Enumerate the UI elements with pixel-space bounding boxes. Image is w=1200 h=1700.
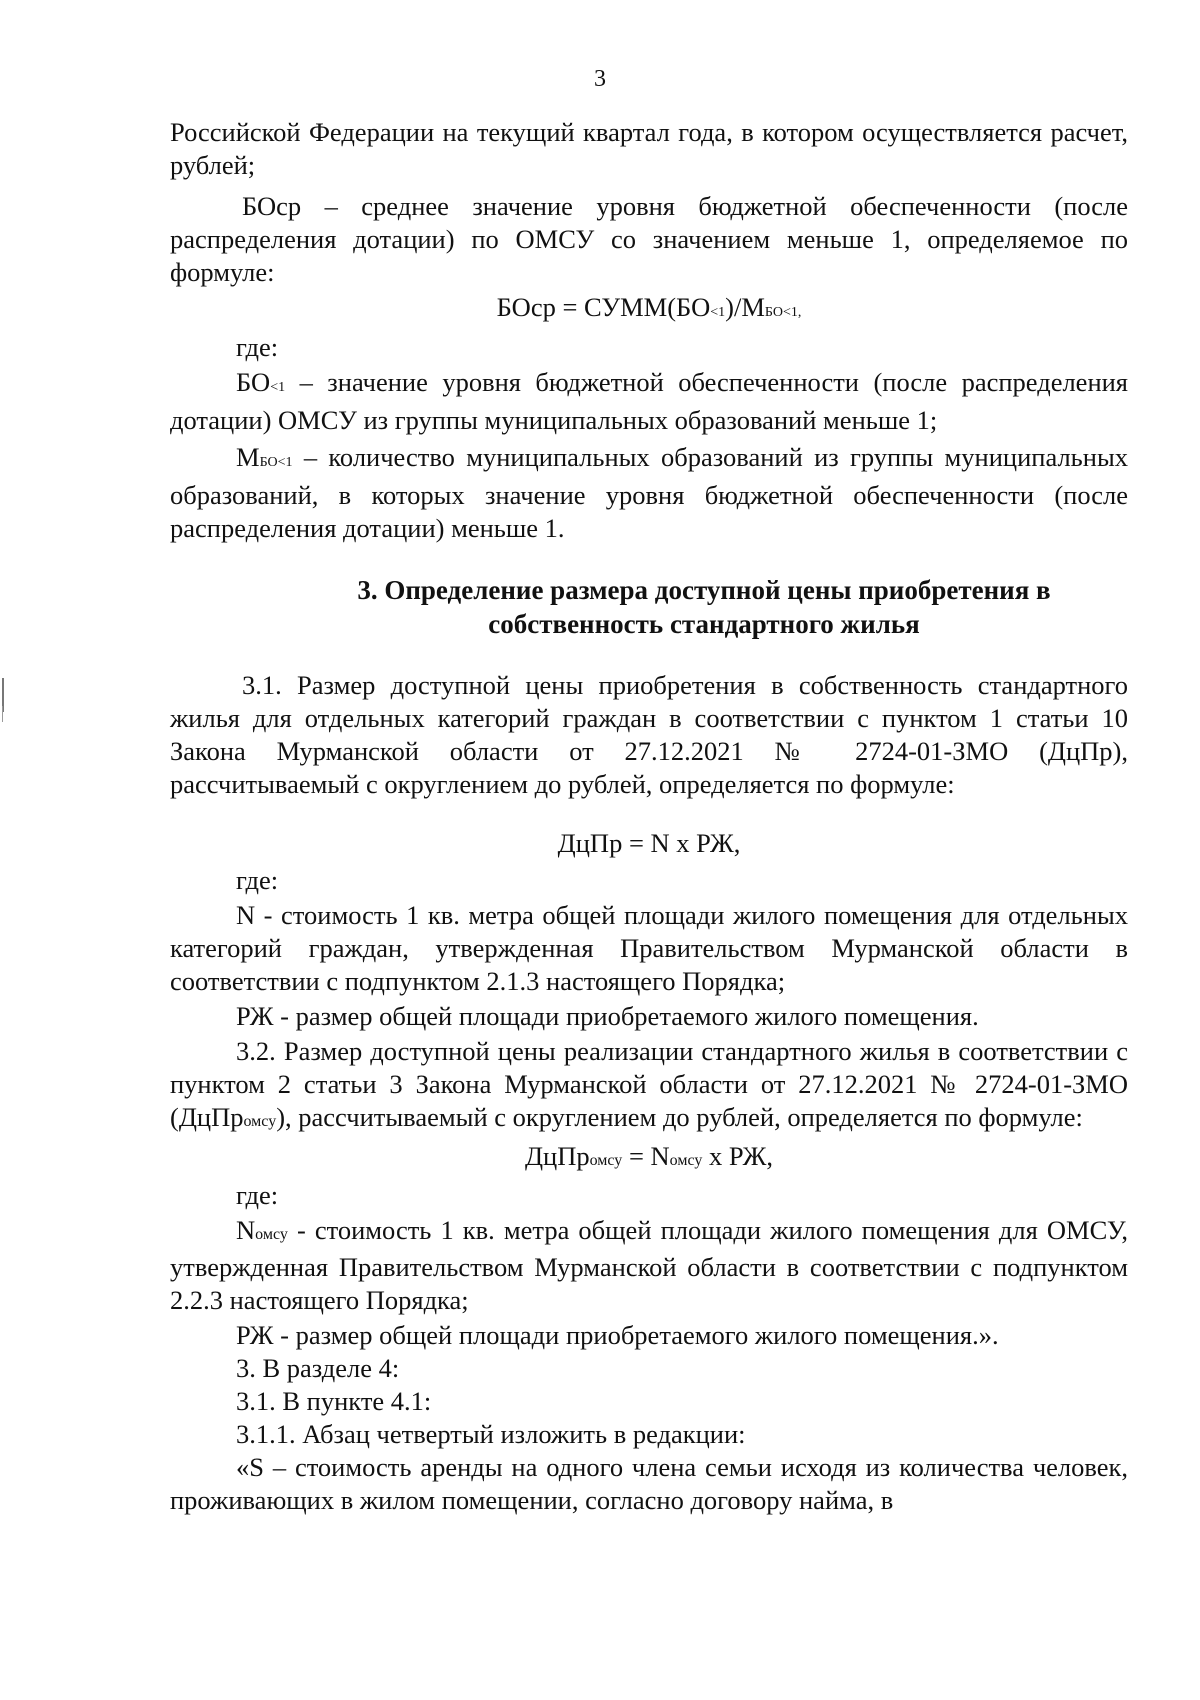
where-label: где: [236, 865, 279, 895]
list-item: 3.1. В пункте 4.1: [236, 1386, 432, 1416]
paragraph-3-1: 3.1. Размер доступной цены приобретения в собственность стандартного жилья для отдельных категорий граждан в соответствии с пунктом 1 статьи 10 Закона Мурманской области от 27.12.2021 № 2724-01-ЗМО (ДцПр), рассчитываемый с округлением до рублей, определяется по формуле: [170, 670, 1128, 799]
definition-rzh: РЖ - размер общей площади приобретаемого жилого помещения.». [236, 1320, 999, 1350]
section-heading: 3. Определение размера доступной цены приобретения в собственность стандартного жилья [357, 575, 1051, 639]
page-number: 3 [594, 66, 606, 92]
list-item: 3.1.1. Абзац четвертый изложить в редакции: [236, 1419, 746, 1449]
paragraph: БОср – среднее значение уровня бюджетной обеспеченности (после распределения дотации) по ОМСУ со значением меньше 1, определяемое по формуле: [170, 191, 1128, 287]
where-label: где: [236, 332, 279, 362]
document-body [170, 116, 1128, 1517]
definition-m: МБО<1 – количество муниципальных образований из группы муниципальных образований, в которых значение уровня бюджетной обеспеченности (после распределения дотации) меньше 1. [170, 442, 1128, 543]
scan-margin-mark [2, 706, 3, 722]
paragraph-3-2: 3.2. Размер доступной цены реализации стандартного жилья в соответствии с пунктом 2 статьи 3 Закона Мурманской области от 27.12.2021 № 2724-01-ЗМО (ДцПромсу), рассчитываемый с округлением до рублей, определяется по формуле: [170, 1036, 1128, 1132]
definition-bo: БО<1 – значение уровня бюджетной обеспеченности (после распределения дотации) ОМСУ из группы муниципальных образований меньше 1; [170, 367, 1128, 435]
where-label: где: [236, 1180, 279, 1210]
definition-n: N - стоимость 1 кв. метра общей площади жилого помещения для отдельных категорий граждан, утвержденная Правительством Мурманской области в соответствии с подпунктом 2.1.3 настоящего Порядка; [170, 900, 1128, 996]
formula-bo-avg: БОср = СУММ(БО<1)/МБО<1, [496, 292, 802, 322]
definition-s: «S – стоимость аренды на одного члена семьи исходя из количества человек, проживающих в жилом помещении, согласно договору найма, в [170, 1452, 1128, 1515]
paragraph: Российской Федерации на текущий квартал года, в котором осуществляется расчет, рублей; [170, 117, 1128, 180]
formula-dcpr-omsu: ДцПромсу = Nомсу х РЖ, [524, 1141, 774, 1171]
list-item: 3. В разделе 4: [236, 1353, 400, 1383]
formula-dcpr: ДцПр = N х РЖ, [557, 828, 741, 858]
definition-rzh: РЖ - размер общей площади приобретаемого жилого помещения. [236, 1001, 979, 1031]
definition-n-omsu: Nомсу - стоимость 1 кв. метра общей площади жилого помещения для ОМСУ, утвержденная Правительством Мурманской области в соответствии с подпунктом 2.2.3 настоящего Порядка; [170, 1215, 1128, 1315]
